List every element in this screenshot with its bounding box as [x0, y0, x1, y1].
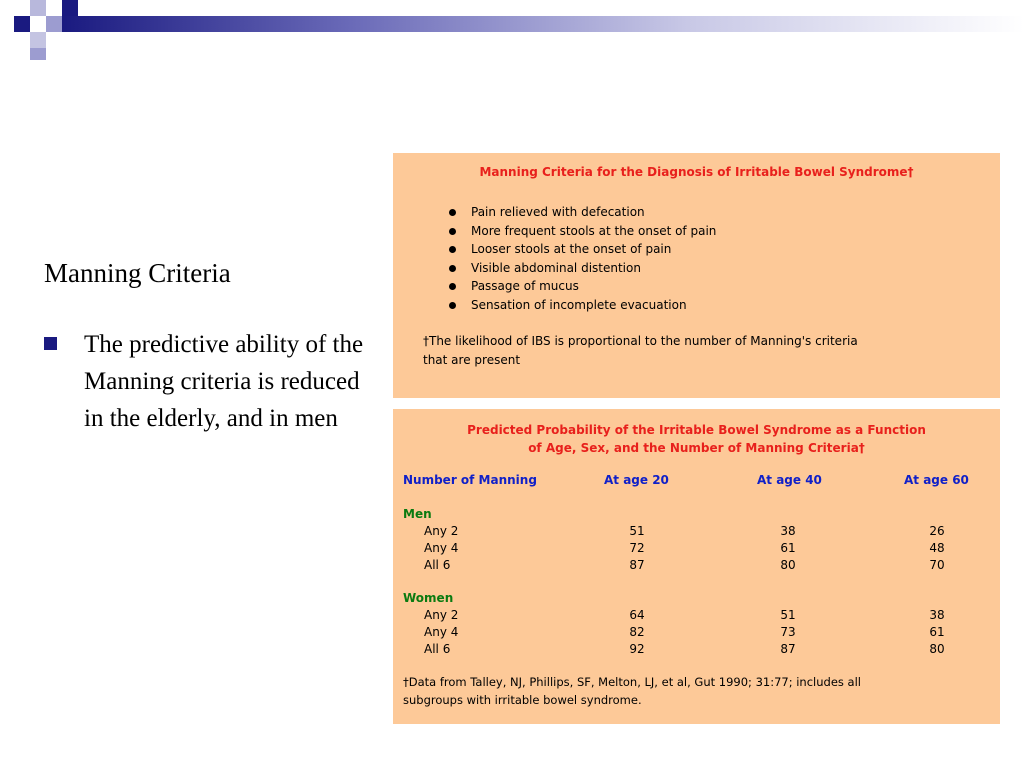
- bullet-list: [44, 326, 364, 437]
- table-cell: 61: [780, 541, 796, 555]
- table-cell: 38: [929, 608, 945, 622]
- probability-table: [393, 409, 1000, 724]
- criteria-item: [449, 277, 716, 296]
- table-cell: 38: [780, 524, 796, 538]
- decorative-square: [30, 32, 46, 48]
- decorative-square: [62, 0, 78, 16]
- decorative-square: [30, 0, 46, 16]
- row-label: Any 4: [424, 625, 459, 639]
- table-cell: 51: [780, 608, 796, 622]
- table-cell: 26: [929, 524, 945, 538]
- table-cell: 61: [929, 625, 945, 639]
- table-cell: 87: [629, 558, 645, 572]
- table-cell: 72: [629, 541, 645, 555]
- criteria-item: [449, 296, 716, 315]
- bullet-item: [44, 326, 364, 437]
- criteria-item: [449, 259, 716, 278]
- row-label: All 6: [424, 642, 451, 656]
- table2-title: [393, 421, 1000, 457]
- slide-title: Manning Criteria: [44, 258, 231, 288]
- criteria-item: [449, 240, 716, 259]
- bullet-dot-icon: [449, 265, 456, 272]
- row-label: All 6: [424, 558, 451, 572]
- manning-criteria-table: [393, 153, 1000, 398]
- bullet-dot-icon: [449, 209, 456, 216]
- column-header: Number of Manning: [403, 473, 537, 487]
- square-bullet-icon: [44, 337, 57, 350]
- row-label: Any 4: [424, 541, 459, 555]
- table-cell: 48: [929, 541, 945, 555]
- table-cell: 80: [780, 558, 796, 572]
- footnote-line: that are present: [423, 353, 521, 367]
- row-label: Any 2: [424, 524, 459, 538]
- column-header: At age 40: [757, 473, 822, 487]
- footnote-line: †The likelihood of IBS is proportional to the number of Manning's criteria: [423, 334, 858, 348]
- table1-footnote: [423, 332, 963, 370]
- criteria-text: Pain relieved with defecation: [471, 205, 645, 219]
- column-header: At age 60: [904, 473, 969, 487]
- bullet-text: The predictive ability of the Manning criteria is reduced in the elderly, and in men: [84, 331, 364, 432]
- decorative-square: [30, 48, 46, 60]
- table-cell: 73: [780, 625, 796, 639]
- title-line: Predicted Probability of the Irritable Bowel Syndrome as a Function: [467, 423, 926, 437]
- criteria-item: [449, 222, 716, 241]
- bullet-dot-icon: [449, 283, 456, 290]
- footnote-line: subgroups with irritable bowel syndrome.: [403, 693, 642, 707]
- title-line: of Age, Sex, and the Number of Manning Criteria†: [528, 441, 865, 455]
- group-label-women: Women: [403, 591, 454, 605]
- bullet-dot-icon: [449, 246, 456, 253]
- criteria-text: Passage of mucus: [471, 279, 579, 293]
- table-cell: 64: [629, 608, 645, 622]
- table-cell: 70: [929, 558, 945, 572]
- footnote-line: †Data from Talley, NJ, Phillips, SF, Melton, LJ, et al, Gut 1990; 31:77; includes all: [403, 675, 861, 689]
- table1-title: Manning Criteria for the Diagnosis of Irritable Bowel Syndrome†: [479, 165, 914, 179]
- table-cell: 80: [929, 642, 945, 656]
- criteria-text: More frequent stools at the onset of pain: [471, 223, 717, 238]
- bullet-dot-icon: [449, 302, 456, 309]
- decorative-square: [14, 16, 30, 32]
- criteria-text: Visible abdominal distention: [471, 260, 641, 275]
- group-label-men: Men: [403, 507, 432, 521]
- criteria-text: Sensation of incomplete evacuation: [471, 297, 687, 312]
- table2-footnote: [403, 673, 993, 709]
- criteria-item: [449, 203, 716, 222]
- row-label: Any 2: [424, 608, 459, 622]
- decorative-square: [46, 16, 62, 32]
- table-cell: 87: [780, 642, 796, 656]
- criteria-list: [449, 203, 716, 314]
- criteria-text: Looser stools at the onset of pain: [471, 242, 672, 256]
- bullet-dot-icon: [449, 228, 456, 235]
- table-cell: 82: [629, 625, 645, 639]
- table-cell: 51: [629, 524, 645, 538]
- header-gradient-bar: [62, 16, 1024, 32]
- column-header: At age 20: [604, 473, 669, 487]
- table-cell: 92: [629, 642, 645, 656]
